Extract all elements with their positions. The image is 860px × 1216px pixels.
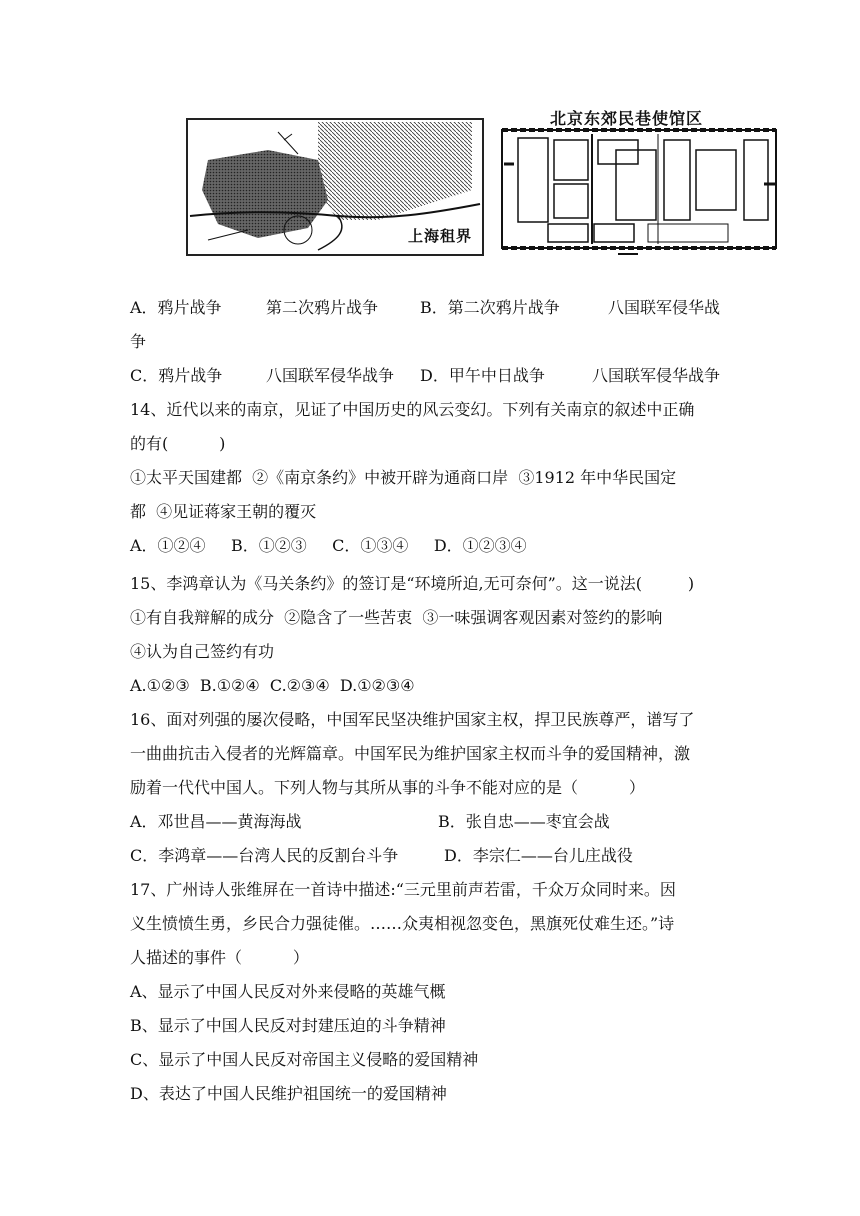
q15-options: A.①②③ B.①②④ C.②③④ D.①②③④ <box>130 676 415 695</box>
q16-option-b: B．张自忠——枣宜会战 <box>438 812 610 831</box>
q17-stem-line3: 人描述的事件（ ） <box>130 948 309 967</box>
beijing-map-label: 北京东郊民巷使馆区 <box>550 109 704 128</box>
q16-stem-line2: 一曲曲抗击入侵者的光辉篇章。中国军民为维护国家主权而斗争的爱国精神，激 <box>130 744 691 763</box>
q16-stem-line3: 励着一代代中国人。下列人物与其所从事的斗争不能对应的是（ ） <box>130 778 645 797</box>
q17-option-c: C、显示了中国人民反对帝国主义侵略的爱国精神 <box>130 1050 479 1069</box>
q13-option-c-part2: 八国联军侵华战争 <box>266 366 395 385</box>
q13-option-a-part2: 第二次鸦片战争 <box>266 298 379 317</box>
q14-options: A．①②④ B．①②③ C．①③④ D．①②③④ <box>130 536 527 555</box>
shanghai-concession-map <box>186 118 484 256</box>
q13-option-a-part1: A．鸦片战争 <box>130 298 222 317</box>
q17-stem-line1: 17、广州诗人张维屏在一首诗中描述:“三元里前声若雷，千众万众同时来。因 <box>130 880 676 899</box>
q14-items-line1: ①太平天国建都 ②《南京条约》中被开辟为通商口岸 ③1912 年中华民国定 <box>130 468 677 487</box>
q13-option-b-continuation: 争 <box>130 332 147 351</box>
q13-option-d-part1: D．甲午中日战争 <box>420 366 545 385</box>
q16-option-a: A．邓世昌——黄海海战 <box>130 812 302 831</box>
q13-option-c-part1: C．鸦片战争 <box>130 366 223 385</box>
q17-stem-line2: 义生愤愤生勇，乡民合力强徒催。……众夷相视忽变色，黑旗死仗难生还。”诗 <box>130 914 675 933</box>
q16-option-c: C．李鸿章——台湾人民的反割台斗争 <box>130 846 399 865</box>
q15-items-line2: ④认为自己签约有功 <box>130 642 275 661</box>
beijing-legation-map <box>498 104 780 264</box>
q16-option-d: D．李宗仁——台儿庄战役 <box>444 846 633 865</box>
q17-option-d: D、表达了中国人民维护祖国统一的爱国精神 <box>130 1084 447 1103</box>
q13-option-b-part2: 八国联军侵华战 <box>608 298 721 317</box>
q17-option-a: A、显示了中国人民反对外来侵略的英雄气概 <box>130 982 446 1001</box>
q15-items-line1: ①有自我辩解的成分 ②隐含了一些苦衷 ③一味强调客观因素对签约的影响 <box>130 608 663 627</box>
q17-option-b: B、显示了中国人民反对封建压迫的斗争精神 <box>130 1016 446 1035</box>
q14-stem-line1: 14、近代以来的南京，见证了中国历史的风云变幻。下列有关南京的叙述中正确 <box>130 400 695 419</box>
q16-stem-line1: 16、面对列强的屡次侵略，中国军民坚决维护国家主权，捍卫民族尊严，谱写了 <box>130 710 695 729</box>
q14-stem-line2: 的有( ) <box>130 434 226 453</box>
shanghai-map-label: 上海租界 <box>407 227 472 245</box>
q14-items-line2: 都 ④见证蒋家王朝的覆灭 <box>130 502 317 521</box>
q13-option-b-part1: B．第二次鸦片战争 <box>420 298 560 317</box>
q15-stem: 15、李鸿章认为《马关条约》的签订是“环境所迫,无可奈何”。这一说法( ) <box>130 574 695 593</box>
q13-option-d-part2: 八国联军侵华战争 <box>592 366 721 385</box>
